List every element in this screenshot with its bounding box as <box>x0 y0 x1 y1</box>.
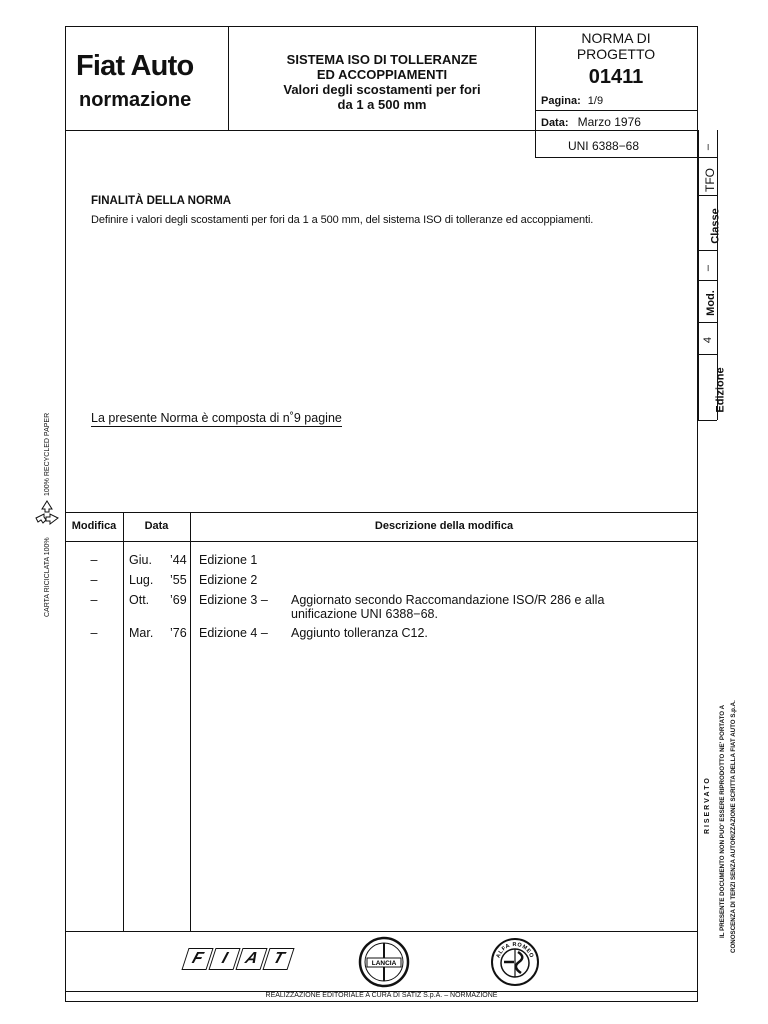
recycle-icon <box>32 498 62 528</box>
recycled-text-en: 100% RECYCLED PAPER <box>44 412 51 496</box>
fiat-letter-i: I <box>208 948 240 970</box>
norma-line-1: NORMA DI <box>581 30 651 46</box>
row-1-month: Giu. <box>129 553 152 567</box>
side-tab-four: 4 <box>702 336 714 344</box>
row-2-edition: Edizione 2 <box>199 573 258 587</box>
mod-table-top <box>65 512 698 513</box>
brand-subtitle: normazione <box>79 89 192 111</box>
mod-col-divider-1 <box>123 512 124 931</box>
fiat-letter-a: A <box>235 948 267 970</box>
mod-col-divider-2 <box>190 512 191 931</box>
side-tab-dash-1: – <box>702 143 714 151</box>
side-tab-tfo: TFO <box>703 168 717 192</box>
title-line-2: ED ACCOPPIAMENTI <box>316 67 448 82</box>
data-value: Marzo 1976 <box>577 115 641 129</box>
row-4-edition: Edizione 4 – <box>199 626 268 640</box>
side-tab-sep-3 <box>698 250 717 251</box>
side-tab-edizione: Edizione <box>714 367 727 413</box>
side-tab-sep-6 <box>698 354 717 355</box>
data-label: Data: <box>541 117 569 129</box>
document-title <box>232 52 532 112</box>
header-divider-1 <box>228 26 229 130</box>
header-descrizione: Descrizione della modifica <box>374 520 514 532</box>
row-3-edition: Edizione 3 – <box>199 593 268 607</box>
alfa-romeo-logo <box>490 937 540 987</box>
document-frame <box>65 26 698 1002</box>
lancia-logo <box>358 936 410 988</box>
norma-label <box>536 30 696 62</box>
recycled-text-it: CARTA RICICLATA 100% <box>44 537 51 617</box>
pages-note: La presente Norma è composta di n˚9 pagine <box>91 411 342 425</box>
side-tab-sep-7 <box>698 420 717 421</box>
side-tab-sep-4 <box>698 280 717 281</box>
brand-name: Fiat Auto <box>76 50 194 82</box>
row-1-edition: Edizione 1 <box>199 553 258 567</box>
section-title: FINALITÀ DELLA NORMA <box>91 195 232 207</box>
row-3-month: Ott. <box>129 593 150 607</box>
fiat-letter-t: T <box>262 948 294 970</box>
lancia-logo-text: LANCIA <box>371 960 397 967</box>
title-line-3: Valori degli scostamenti per fori <box>283 82 481 97</box>
fiat-logo <box>185 948 291 970</box>
row-1-mod: – <box>90 553 98 567</box>
data-row <box>541 115 641 129</box>
header-data: Data <box>144 520 169 532</box>
pagina-row <box>541 95 603 107</box>
riservato-label: R I S E R V A T O <box>704 778 711 834</box>
norma-number: 01411 <box>588 66 644 88</box>
riservato-notice-1: IL PRESENTE DOCUMENTO NON PUO' ESSERE RIPRODOTTO NE' PORTATO A <box>719 704 726 938</box>
row-2-month: Lug. <box>129 573 154 587</box>
fiat-letter-f: F <box>181 948 213 970</box>
row-4-desc-1: Aggiunto tolleranza C12. <box>291 626 428 640</box>
uni-reference: UNI 6388−68 <box>567 139 640 153</box>
row-2-year: ’55 <box>170 573 187 587</box>
row-4-year: ’76 <box>170 626 187 640</box>
side-tab-sep-2 <box>698 195 717 196</box>
riservato-notice-2: CONOSCENZA DI TERZI SENZA AUTORIZZAZIONE SCRITTA DELLA FIAT AUTO S.p.A. <box>730 700 737 953</box>
pagina-value: 1/9 <box>587 95 604 107</box>
pagina-data-divider <box>535 110 698 111</box>
row-3-desc-2: unificazione UNI 6388−68. <box>291 607 438 621</box>
footer-credit: REALIZZAZIONE EDITORIALE A CURA DI SATIZ S.p.A. – NORMAZIONE <box>265 992 498 999</box>
side-tab-sep-1 <box>698 157 717 158</box>
header-bottom-line <box>65 130 698 131</box>
row-4-month: Mar. <box>129 626 154 640</box>
uni-box-bottom <box>535 157 698 158</box>
section-text: Definire i valori degli scostamenti per fori da 1 a 500 mm, del sistema ISO di tolleranze ed accoppiamenti. <box>91 214 594 226</box>
recycled-paper-text-en <box>44 413 51 496</box>
side-tab-classe: Classe <box>709 208 722 244</box>
norma-line-2: PROGETTO <box>576 46 656 62</box>
row-3-year: ’69 <box>170 593 187 607</box>
footer-top-line <box>65 931 698 932</box>
side-tab-mod: Mod. <box>704 290 717 316</box>
title-line-4: da 1 a 500 mm <box>337 97 427 112</box>
header-modifica: Modifica <box>71 520 117 532</box>
pagina-label: Pagina: <box>541 95 581 107</box>
row-1-year: ’44 <box>170 553 187 567</box>
row-3-mod: – <box>90 593 98 607</box>
row-3-desc-1: Aggiornato secondo Raccomandazione ISO/R 286 e alla <box>291 593 605 607</box>
side-tab-dash-2: – <box>702 264 714 272</box>
alfa-logo-text: ALFA ROMEO <box>495 941 535 959</box>
row-4-mod: – <box>90 626 98 640</box>
recycled-paper-text <box>44 537 51 617</box>
mod-table-header-bottom <box>65 541 698 542</box>
side-tab-sep-5 <box>698 322 717 323</box>
row-2-mod: – <box>90 573 98 587</box>
title-line-1: SISTEMA ISO DI TOLLERANZE <box>286 52 478 67</box>
